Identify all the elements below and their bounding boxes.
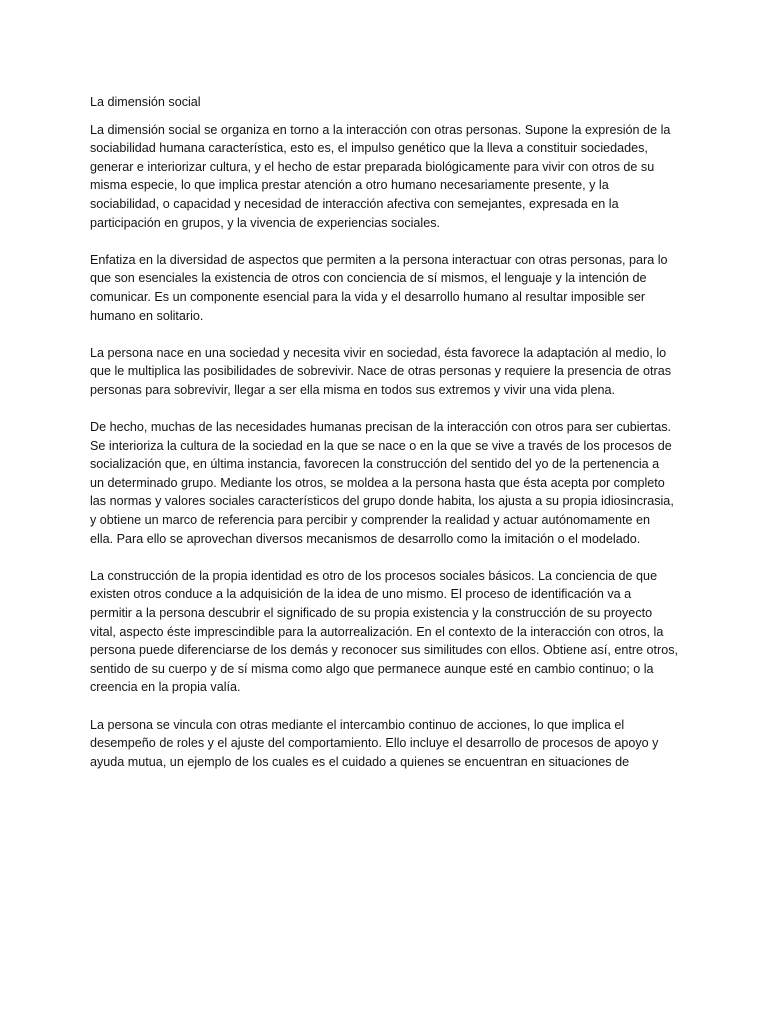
document-title: La dimensión social — [90, 95, 201, 109]
text-line: personas para sobrevivir, llegar a ser ella misma en todos sus extremos y vivir una vida plena. — [90, 382, 615, 397]
text-line: La persona se vincula con otras mediante el intercambio continuo de acciones, lo que implica el — [90, 717, 625, 732]
text-line: humano en solitario. — [90, 308, 204, 323]
text-line: desempeño de roles y el ajuste del comportamiento. Ello incluye el desarrollo de procesos de apoyo y — [90, 736, 659, 751]
text-line: ella. Para ello se aprovechan diversos mecanismos de desarrollo como la imitación o el modelado. — [90, 531, 641, 546]
text-line: persona puede diferenciarse de los demás y reconocer sus similitudes con ellos. Obtiene así, entre otros, — [90, 643, 679, 658]
text-line: las normas y valores sociales característicos del grupo donde habita, los ajusta a su propia idiosincrasia, — [90, 494, 674, 509]
text-line: generar e interiorizar cultura, y el hecho de estar preparada biológicamente para vivir con otros de su — [90, 159, 655, 174]
document-body — [90, 121, 678, 772]
text-line: y obtiene un marco de referencia para percibir y comprender la realidad y actuar autónomamente en — [90, 513, 651, 528]
paragraph — [90, 418, 678, 548]
text-line: sociabilidad, o capacidad y necesidad de interacción afectiva con semejantes, expresada en la — [90, 196, 619, 211]
text-line: misma especie, lo que implica prestar atención a otro humano necesariamente presente, y la — [90, 178, 609, 193]
paragraph — [90, 716, 678, 772]
text-line: creencia en la propia valía. — [90, 680, 241, 695]
text-line: De hecho, muchas de las necesidades humanas precisan de la interacción con otros para ser cubiertas. — [90, 420, 672, 435]
text-line: vital, aspecto éste imprescindible para la autorrealización. En el contexto de la interacción con otros, la — [90, 624, 664, 639]
text-line: comunicar. Es un componente esencial para la vida y el desarrollo humano al resultar imposible ser — [90, 289, 646, 304]
paragraph — [90, 344, 678, 400]
text-line: que son esenciales la existencia de otros con conciencia de sí mismos, el lenguaje y la intención de — [90, 271, 647, 286]
text-line: existen otros conduce a la adquisición de la idea de uno mismo. El proceso de identificación va a — [90, 587, 632, 602]
paragraph — [90, 567, 678, 697]
text-line: La construcción de la propia identidad es otro de los procesos sociales básicos. La conciencia de que — [90, 568, 658, 583]
text-line: sentido de su cuerpo y de sí misma como algo que permanece aunque esté en cambio continuo; o la — [90, 661, 654, 676]
paragraph — [90, 251, 678, 325]
text-line: La persona nace en una sociedad y necesita vivir en sociedad, ésta favorece la adaptación al medio, lo — [90, 345, 667, 360]
text-line: Enfatiza en la diversidad de aspectos que permiten a la persona interactuar con otras personas, para lo — [90, 252, 668, 267]
text-line: que le multiplica las posibilidades de sobrevivir. Nace de otras personas y requiere la presencia de otras — [90, 364, 672, 379]
text-line: socialización que, en última instancia, favorecen la construcción del sentido del yo de la pertenencia a — [90, 457, 660, 472]
text-line: permitir a la persona descubrir el significado de su propia existencia y la construcción de su proyecto — [90, 606, 653, 621]
text-line: La dimensión social se organiza en torno a la interacción con otras personas. Supone la expresión de la — [90, 122, 671, 137]
text-line: un determinado grupo. Mediante los otros, se moldea a la persona hasta que ésta acepta por completo — [90, 475, 665, 490]
text-line: ayuda mutua, un ejemplo de los cuales es el cuidado a quienes se encuentran en situaciones de — [90, 754, 630, 769]
text-line: participación en grupos, y la vivencia de experiencias sociales. — [90, 215, 441, 230]
document-page — [90, 93, 678, 790]
paragraph — [90, 121, 678, 233]
text-line: sociabilidad humana característica, esto es, el impulso genético que la lleva a constituir sociedades, — [90, 141, 648, 156]
text-line: Se interioriza la cultura de la sociedad en la que se nace o en la que se vive a través de los procesos de — [90, 438, 672, 453]
